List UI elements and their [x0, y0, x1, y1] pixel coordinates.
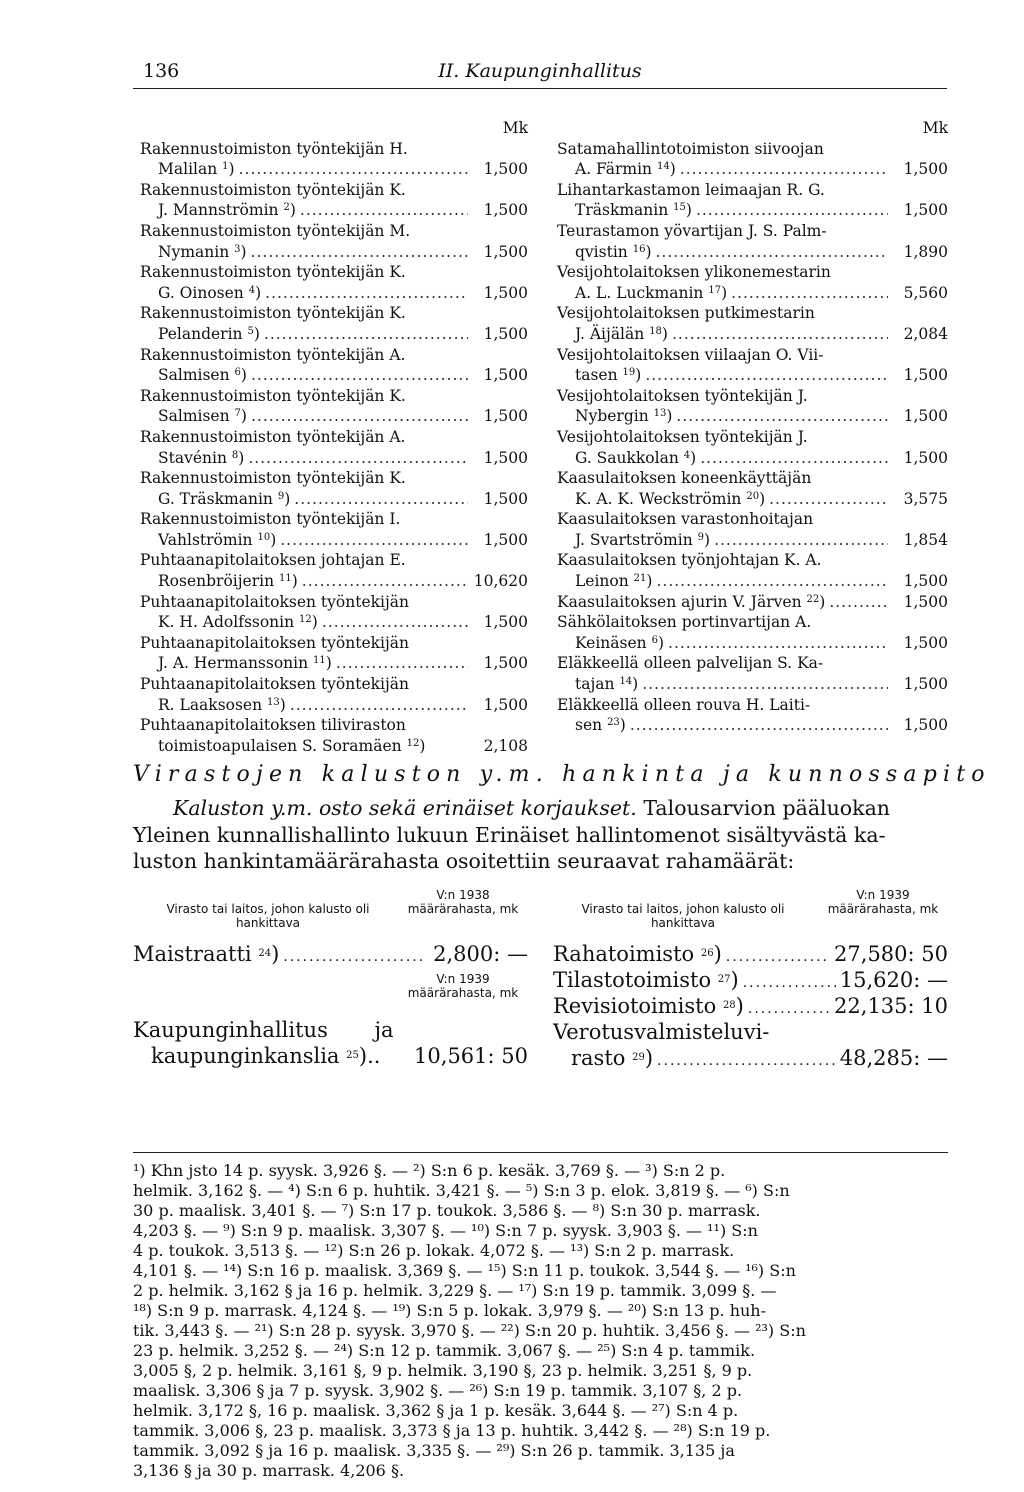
- ledger-entry: [140, 427, 528, 468]
- footnote-ref: 15: [673, 202, 686, 214]
- leader-dots: [714, 530, 888, 551]
- entry-title: Rakennustoimiston työntekijän K.: [140, 263, 406, 282]
- ledger-entry: [557, 468, 948, 509]
- entry-name: Pelanderin $^5$): [158, 324, 260, 343]
- allocation-row: [553, 1046, 948, 1072]
- leader-dots: [251, 406, 468, 427]
- footnote-line: tammik. 3,006 §, 23 p. maalisk. 3,373 § ja 13 p. huhtik. 3,442 §. — ²⁸) S:n 19 p.: [133, 1421, 771, 1440]
- leader-dots: [251, 365, 468, 386]
- allocation-name: kaupunginkanslia $^{25}$)..: [151, 1044, 381, 1068]
- footnote-line: tammik. 3,092 § ja 16 p. maalisk. 3,335 §. — ²⁹) S:n 26 p. tammik. 3,135 ja: [133, 1441, 735, 1460]
- entry-line: [557, 200, 948, 221]
- ledger-entry: [557, 262, 948, 303]
- leader-dots: [239, 159, 468, 180]
- entry-amount: 1,500: [483, 160, 528, 179]
- entry-name: tajan $^{14}$): [575, 675, 639, 694]
- entry-title: Kaasulaitoksen koneenkäyttäjän: [557, 469, 812, 488]
- entry-amount: 1,500: [483, 324, 528, 343]
- entry-name: J. Mannströmin $^2$): [158, 201, 296, 220]
- entry-name: G. Oinosen $^4$): [158, 283, 262, 302]
- right-column: [557, 118, 948, 736]
- allocation-row: [553, 994, 948, 1020]
- entry-name: tasen $^{19}$): [575, 366, 642, 385]
- ledger-entry: [557, 303, 948, 344]
- entry-amount: 1,500: [903, 675, 948, 694]
- entry-name: A. Färmin $^{14}$): [575, 160, 676, 179]
- running-title: II. Kaupunginhallitus: [438, 60, 642, 82]
- entry-line: [557, 159, 948, 180]
- entry-name: Vahlströmin $^{10}$): [158, 530, 277, 549]
- entry-title: Puhtaanapitolaitoksen työntekijän: [140, 592, 409, 611]
- entry-title: Rakennustoimiston työntekijän K.: [140, 304, 406, 323]
- ledger-entry: [140, 180, 528, 221]
- footnote-ref: 14: [619, 676, 633, 688]
- leader-dots: [265, 283, 468, 304]
- entry-name: J. Äijälän $^{18}$): [575, 324, 668, 343]
- leader-dots: [672, 324, 888, 345]
- allocation-amount: 2,800: —: [433, 942, 528, 966]
- entry-title: Rakennustoimiston työntekijän A.: [140, 427, 406, 446]
- year-1939-header: V:n 1939 määrärahasta, mk: [827, 888, 939, 916]
- allocation-row: [133, 1044, 528, 1070]
- entry-line: [557, 406, 948, 427]
- entry-title: Vesijohtolaitoksen ylikonemestarin: [557, 263, 831, 282]
- left-entries: [140, 139, 528, 757]
- footnote-line: 4 p. toukok. 3,513 §. — ¹²) S:n 26 p. lokak. 4,072 §. — ¹³) S:n 2 p. marrask.: [133, 1241, 735, 1260]
- entry-line: [140, 530, 528, 551]
- entry-amount: 1,500: [903, 592, 948, 611]
- leader-dots: [700, 448, 888, 469]
- entry-amount: 1,500: [903, 407, 948, 426]
- ledger-entry: [557, 386, 948, 427]
- entry-amount: 1,500: [903, 448, 948, 467]
- ledger-entry: [557, 509, 948, 550]
- leader-dots: [251, 242, 468, 263]
- entry-amount: 1,500: [483, 654, 528, 673]
- entry-title: Eläkkeellä olleen palvelijan S. Ka-: [557, 654, 824, 673]
- left-unit-label: Mk: [502, 119, 528, 137]
- entry-amount: 1,500: [483, 366, 528, 385]
- section-subheading: Kaluston y.m. osto sekä erinäiset korjaukset.: [173, 796, 637, 820]
- entry-line: [140, 365, 528, 386]
- entry-title: Rakennustoimiston työntekijän H.: [140, 139, 408, 158]
- ledger-entry: [557, 139, 948, 180]
- leader-dots: [248, 448, 468, 469]
- entry-title: Sähkölaitoksen portinvartijan A.: [557, 613, 812, 632]
- entry-line: [557, 571, 948, 592]
- entry-title: Vesijohtolaitoksen työntekijän J.: [557, 386, 808, 405]
- entry-name: Nymanin $^3$): [158, 242, 247, 261]
- entry-name: K. A. K. Weckströmin $^{20}$): [575, 489, 766, 508]
- leader-dots: [290, 695, 468, 716]
- entry-amount: 1,500: [903, 160, 948, 179]
- ledger-entry: [557, 612, 948, 653]
- leader-dots: [280, 530, 468, 551]
- entry-title: Rakennustoimiston työntekijän K.: [140, 469, 406, 488]
- year-1938-header: V:n 1938 määrärahasta, mk: [407, 888, 519, 916]
- entry-title: Kaasulaitoksen työnjohtajan K. A.: [557, 551, 822, 570]
- entry-title: Puhtaanapitolaitoksen tiliviraston: [140, 716, 406, 735]
- allocation-name: Maistraatti $^{24}$): [133, 942, 280, 966]
- ledger-entry: [557, 592, 948, 613]
- footnote-rule: [133, 1152, 948, 1153]
- allocation-amount: 10,561: 50: [414, 1044, 528, 1068]
- ledger-entry: [557, 695, 948, 736]
- ledger-entry: [140, 262, 528, 303]
- leader-dots: [668, 633, 888, 654]
- ledger-entry: [557, 550, 948, 591]
- entry-name: qvistin $^{16}$): [575, 242, 652, 261]
- footnote-ref: 12: [406, 737, 420, 749]
- entry-line: [557, 242, 948, 263]
- page-number: 136: [143, 60, 180, 82]
- entry-amount: 1,500: [903, 716, 948, 735]
- ledger-entry: [140, 221, 528, 262]
- allocation-row: [553, 968, 948, 994]
- entry-name: Salmisen $^7$): [158, 407, 247, 426]
- allocation-row-name-line1: [133, 1018, 528, 1044]
- entry-amount: 1,500: [483, 530, 528, 549]
- ledger-entry: [140, 468, 528, 509]
- allocation-amount: 48,285: —: [839, 1046, 948, 1070]
- footnote-line: maalisk. 3,306 § ja 7 p. syysk. 3,902 §. — ²⁶) S:n 19 p. tammik. 3,107 §, 2 p.: [133, 1381, 743, 1400]
- leader-dots: [731, 283, 888, 304]
- office-column-header: Virasto tai laitos, johon kalusto oli hankittava: [166, 902, 370, 930]
- ledger-entry: [140, 345, 528, 386]
- entry-title: Vesijohtolaitoksen viilaajan O. Vii-: [557, 345, 824, 364]
- allocations-left: [133, 884, 528, 1070]
- leader-dots: [630, 715, 888, 736]
- footnote-ref: 7: [234, 408, 241, 420]
- entry-line: [557, 365, 948, 386]
- allocation-row: [133, 942, 528, 968]
- footnote-ref: 11: [279, 573, 292, 585]
- footnote-ref: 19: [622, 367, 636, 379]
- allocation-name-line1: Verotusvalmisteluvi-: [553, 1020, 770, 1044]
- section-heading: Virastojen kaluston y.m. hankinta ja kunnossapito: [133, 762, 991, 787]
- entry-line: [140, 159, 528, 180]
- footnotes: [133, 1161, 948, 1481]
- entry-amount: 10,620: [473, 572, 528, 591]
- intro-line-1-rest: Talousarvion pääluokan: [643, 796, 890, 820]
- ledger-entry: [140, 633, 528, 674]
- footnote-ref: 12: [299, 614, 312, 626]
- footnote-ref: 3: [234, 243, 241, 255]
- entry-line: [140, 406, 528, 427]
- footnote-ref: 2: [283, 202, 290, 214]
- footnote-line: 30 p. maalisk. 3,401 §. — ⁷) S:n 17 p. toukok. 3,586 §. — ⁸) S:n 30 p. marrask.: [133, 1201, 761, 1220]
- footnote-ref: 9: [277, 490, 285, 502]
- allocation-amount: 22,135: 10: [834, 994, 948, 1018]
- ledger-entry: [557, 653, 948, 694]
- allocation-name-line1: Kaupunginhallitus ja: [133, 1018, 394, 1042]
- entry-title: Puhtaanapitolaitoksen johtajan E.: [140, 551, 406, 570]
- entry-title: Rakennustoimiston työntekijän K.: [140, 386, 406, 405]
- entry-amount: 1,500: [903, 201, 948, 220]
- entry-name: Stavénin $^8$): [158, 448, 245, 467]
- allocation-row: [553, 942, 948, 968]
- entry-amount: 2,084: [903, 324, 948, 343]
- entry-amount: 1,500: [483, 201, 528, 220]
- entry-amount: 1,500: [483, 695, 528, 714]
- footnote-ref: 9: [697, 531, 704, 543]
- entry-amount: 1,500: [483, 489, 528, 508]
- entry-name: J. Svartströmin $^9$): [575, 530, 711, 549]
- entry-name: A. L. Luckmanin $^{17}$): [575, 283, 728, 302]
- footnote-ref: 4: [683, 449, 691, 461]
- entry-amount: 3,575: [903, 489, 948, 508]
- entry-name: Kaasulaitoksen ajurin V. Järven $^{22}$): [557, 592, 826, 611]
- entry-name: toimistoapulaisen S. Soramäen $^{12}$): [158, 736, 426, 755]
- entry-line: [140, 200, 528, 221]
- footnote-ref: 23: [607, 717, 620, 729]
- entry-name: Keinäsen $^6$): [575, 633, 665, 652]
- ledger-entry: [140, 550, 528, 591]
- entry-title: Vesijohtolaitoksen putkimestarin: [557, 304, 815, 323]
- entry-name: Träskmanin $^{15}$): [575, 201, 692, 220]
- footnote-ref: 1: [222, 161, 229, 173]
- leader-dots: [676, 406, 888, 427]
- footnote-ref: 18: [649, 325, 662, 337]
- entry-name: G. Träskmanin $^9$): [158, 489, 291, 508]
- entry-name: R. Laaksosen $^{13}$): [158, 695, 286, 714]
- leader-dots: [748, 1001, 830, 1017]
- entry-title: Rakennustoimiston työntekijän M.: [140, 221, 411, 240]
- ledger-entry: [140, 139, 528, 180]
- entry-line: [140, 448, 528, 469]
- entry-amount: 5,560: [903, 283, 948, 302]
- leader-dots: [696, 200, 888, 221]
- entry-title: Rakennustoimiston työntekijän K.: [140, 180, 406, 199]
- entry-line: [140, 653, 528, 674]
- leader-dots: [657, 1053, 836, 1069]
- allocation-amount: 27,580: 50: [834, 942, 948, 966]
- entry-title: Lihantarkastamon leimaajan R. G.: [557, 180, 825, 199]
- footnote-line: 2 p. helmik. 3,162 § ja 16 p. helmik. 3,229 §. — ¹⁷) S:n 19 p. tammik. 3,099 §. —: [133, 1281, 777, 1300]
- entry-amount: 1,500: [483, 613, 528, 632]
- leader-dots: [300, 200, 468, 221]
- leader-dots: [829, 592, 888, 613]
- leader-dots: [294, 489, 468, 510]
- page-header: [133, 58, 947, 89]
- intro-line-1: [133, 795, 948, 822]
- footnote-ref: 10: [257, 531, 271, 543]
- entry-amount: 1,500: [903, 366, 948, 385]
- entry-line: [140, 242, 528, 263]
- footnote-ref: 22: [806, 593, 820, 605]
- footnote-ref: 16: [632, 243, 646, 255]
- footnote-ref: 14: [656, 161, 670, 173]
- entry-name: Leinon $^{21}$): [575, 572, 653, 591]
- entry-title: Puhtaanapitolaitoksen työntekijän: [140, 675, 409, 694]
- leader-dots: [656, 571, 888, 592]
- footnote-line: 4,203 §. — ⁹) S:n 9 p. maalisk. 3,307 §. — ¹⁰) S:n 7 p. syysk. 3,903 §. — ¹¹) S:n: [133, 1221, 758, 1240]
- right-entries: [557, 139, 948, 736]
- entry-line: [140, 736, 528, 757]
- footnote-ref: 5: [247, 325, 254, 337]
- entry-name: sen $^{23}$): [575, 716, 626, 735]
- allocations-right-header: [553, 884, 948, 942]
- footnote-line: tik. 3,443 §. — ²¹) S:n 28 p. syysk. 3,970 §. — ²²) S:n 20 p. huhtik. 3,456 §. — ²³) S:n: [133, 1321, 806, 1340]
- entry-name: J. A. Hermanssonin $^{11}$): [158, 654, 332, 673]
- entry-amount: 1,500: [483, 448, 528, 467]
- leader-dots: [680, 159, 888, 180]
- entry-line: [140, 489, 528, 510]
- leader-dots: [283, 949, 424, 965]
- footnote-ref: 6: [234, 367, 241, 379]
- entry-title: Vesijohtolaitoksen työntekijän J.: [557, 427, 808, 446]
- leader-dots: [726, 949, 830, 965]
- office-column-header: Virasto tai laitos, johon kalusto oli hankittava: [581, 902, 785, 930]
- leader-dots: [743, 975, 836, 991]
- ledger-entry: [140, 509, 528, 550]
- ledger-entry: [140, 303, 528, 344]
- allocations-left-header: [133, 884, 528, 942]
- entry-amount: 1,500: [903, 633, 948, 652]
- entry-amount: 1,854: [903, 530, 948, 549]
- entry-name: Rosenbröijerin $^{11}$): [158, 572, 298, 591]
- entry-line: [140, 283, 528, 304]
- entry-name: Nybergin $^{13}$): [575, 407, 673, 426]
- entry-title: Rakennustoimiston työntekijän A.: [140, 345, 406, 364]
- entry-amount: 1,890: [903, 242, 948, 261]
- footnote-ref: 4: [248, 284, 256, 296]
- entry-name: Malilan $^1$): [158, 160, 235, 179]
- ledger-entry: [140, 715, 528, 756]
- allocations-right: [553, 884, 948, 1072]
- footnote-line: 23 p. helmik. 3,252 §. — ²⁴) S:n 12 p. tammik. 3,067 §. — ²⁵) S:n 4 p. tammik.: [133, 1341, 756, 1360]
- leader-dots: [302, 571, 468, 592]
- footnote-ref: 20: [746, 490, 760, 502]
- section-intro: [133, 795, 948, 875]
- footnote-ref: 21: [633, 573, 647, 585]
- ledger-entry: [140, 674, 528, 715]
- entry-title: Rakennustoimiston työntekijän I.: [140, 510, 401, 529]
- ledger-entry: [557, 180, 948, 221]
- entry-name: Salmisen $^6$): [158, 366, 247, 385]
- entry-name: K. H. Adolfssonin $^{12}$): [158, 613, 318, 632]
- entry-title: Eläkkeellä olleen rouva H. Laiti-: [557, 695, 811, 714]
- leader-dots: [656, 242, 889, 263]
- footnote-line: ¹⁸) S:n 9 p. marrask. 4,124 §. — ¹⁹) S:n 5 p. lokak. 3,979 §. — ²⁰) S:n 13 p. huh-: [133, 1301, 767, 1320]
- entry-line: [557, 530, 948, 551]
- entry-name: G. Saukkolan $^4$): [575, 448, 697, 467]
- ledger-entry: [140, 386, 528, 427]
- footnote-line: helmik. 3,162 §. — ⁴) S:n 6 p. huhtik. 3,421 §. — ⁵) S:n 3 p. elok. 3,819 §. — ⁶) S:n: [133, 1181, 790, 1200]
- footnote-ref: 13: [267, 696, 280, 708]
- entry-line: [140, 571, 528, 592]
- leader-dots: [642, 674, 888, 695]
- entry-amount: 2,108: [483, 736, 528, 755]
- leader-dots: [645, 365, 888, 386]
- ledger-entry: [557, 221, 948, 262]
- entry-amount: 1,500: [483, 283, 528, 302]
- entry-amount: 1,500: [483, 407, 528, 426]
- entry-line: [557, 324, 948, 345]
- footnote-ref: 17: [708, 284, 722, 296]
- entry-line: [140, 324, 528, 345]
- right-unit-label: Mk: [922, 119, 948, 137]
- ledger-entry: [557, 345, 948, 386]
- entry-line: [140, 612, 528, 633]
- entry-amount: 1,500: [483, 242, 528, 261]
- leader-dots: [322, 612, 468, 633]
- allocation-name: rasto $^{29}$): [571, 1046, 654, 1070]
- ledger-entry: [140, 592, 528, 633]
- entry-title: Kaasulaitoksen varastonhoitajan: [557, 510, 814, 529]
- entry-line: [557, 283, 948, 304]
- entry-line: [557, 715, 948, 736]
- entry-title: Satamahallintotoimiston siivoojan: [557, 139, 824, 158]
- footnote-ref: 6: [651, 634, 658, 646]
- intro-line-2: Yleinen kunnallishallinto lukuun Erinäiset hallintomenot sisältyvästä ka-: [133, 822, 886, 847]
- left-column: [140, 118, 528, 756]
- entry-line: [557, 489, 948, 510]
- allocation-name: Revisiotoimisto $^{28}$): [553, 994, 744, 1018]
- allocation-row-name-line1: [553, 1020, 948, 1046]
- leader-dots: [769, 489, 888, 510]
- entry-title: Puhtaanapitolaitoksen työntekijän: [140, 633, 409, 652]
- allocation-amount: 15,620: —: [839, 968, 948, 992]
- footnote-line: 4,101 §. — ¹⁴) S:n 16 p. maalisk. 3,369 §. — ¹⁵) S:n 11 p. toukok. 3,544 §. — ¹⁶) S:n: [133, 1261, 796, 1280]
- entry-line: [557, 448, 948, 469]
- ledger-entry: [557, 427, 948, 468]
- allocation-name: Tilastotoimisto $^{27}$): [553, 968, 739, 992]
- entry-line: [557, 674, 948, 695]
- entry-amount: 1,500: [903, 572, 948, 591]
- allocation-name: Rahatoimisto $^{26}$): [553, 942, 722, 966]
- footnote-ref: 8: [231, 449, 239, 461]
- entry-line: [140, 695, 528, 716]
- footnote-ref: 13: [653, 408, 667, 420]
- footnote-line: helmik. 3,172 §, 16 p. maalisk. 3,362 § ja 1 p. kesäk. 3,644 §. — ²⁷) S:n 4 p.: [133, 1401, 739, 1420]
- entry-line: [557, 633, 948, 654]
- leader-dots: [336, 653, 468, 674]
- footnote-line: 3,136 § ja 30 p. marrask. 4,206 §.: [133, 1461, 405, 1480]
- year-1939-subheader: V:n 1939 määrärahasta, mk: [407, 972, 519, 1000]
- footnote-ref: 11: [313, 655, 326, 667]
- leader-dots: [264, 324, 468, 345]
- footnote-line: ¹) Khn jsto 14 p. syysk. 3,926 §. — ²) S:n 6 p. kesäk. 3,769 §. — ³) S:n 2 p.: [133, 1161, 726, 1180]
- intro-line-3: luston hankintamäärärahasta osoitettiin seuraavat rahamäärät:: [133, 849, 795, 873]
- footnote-line: 3,005 §, 2 p. helmik. 3,161 §, 9 p. helmik. 3,190 §, 23 p. helmik. 3,251 §, 9 p.: [133, 1361, 753, 1380]
- entry-title: Teurastamon yövartijan J. S. Palm-: [557, 221, 827, 240]
- entry-line: [557, 592, 948, 613]
